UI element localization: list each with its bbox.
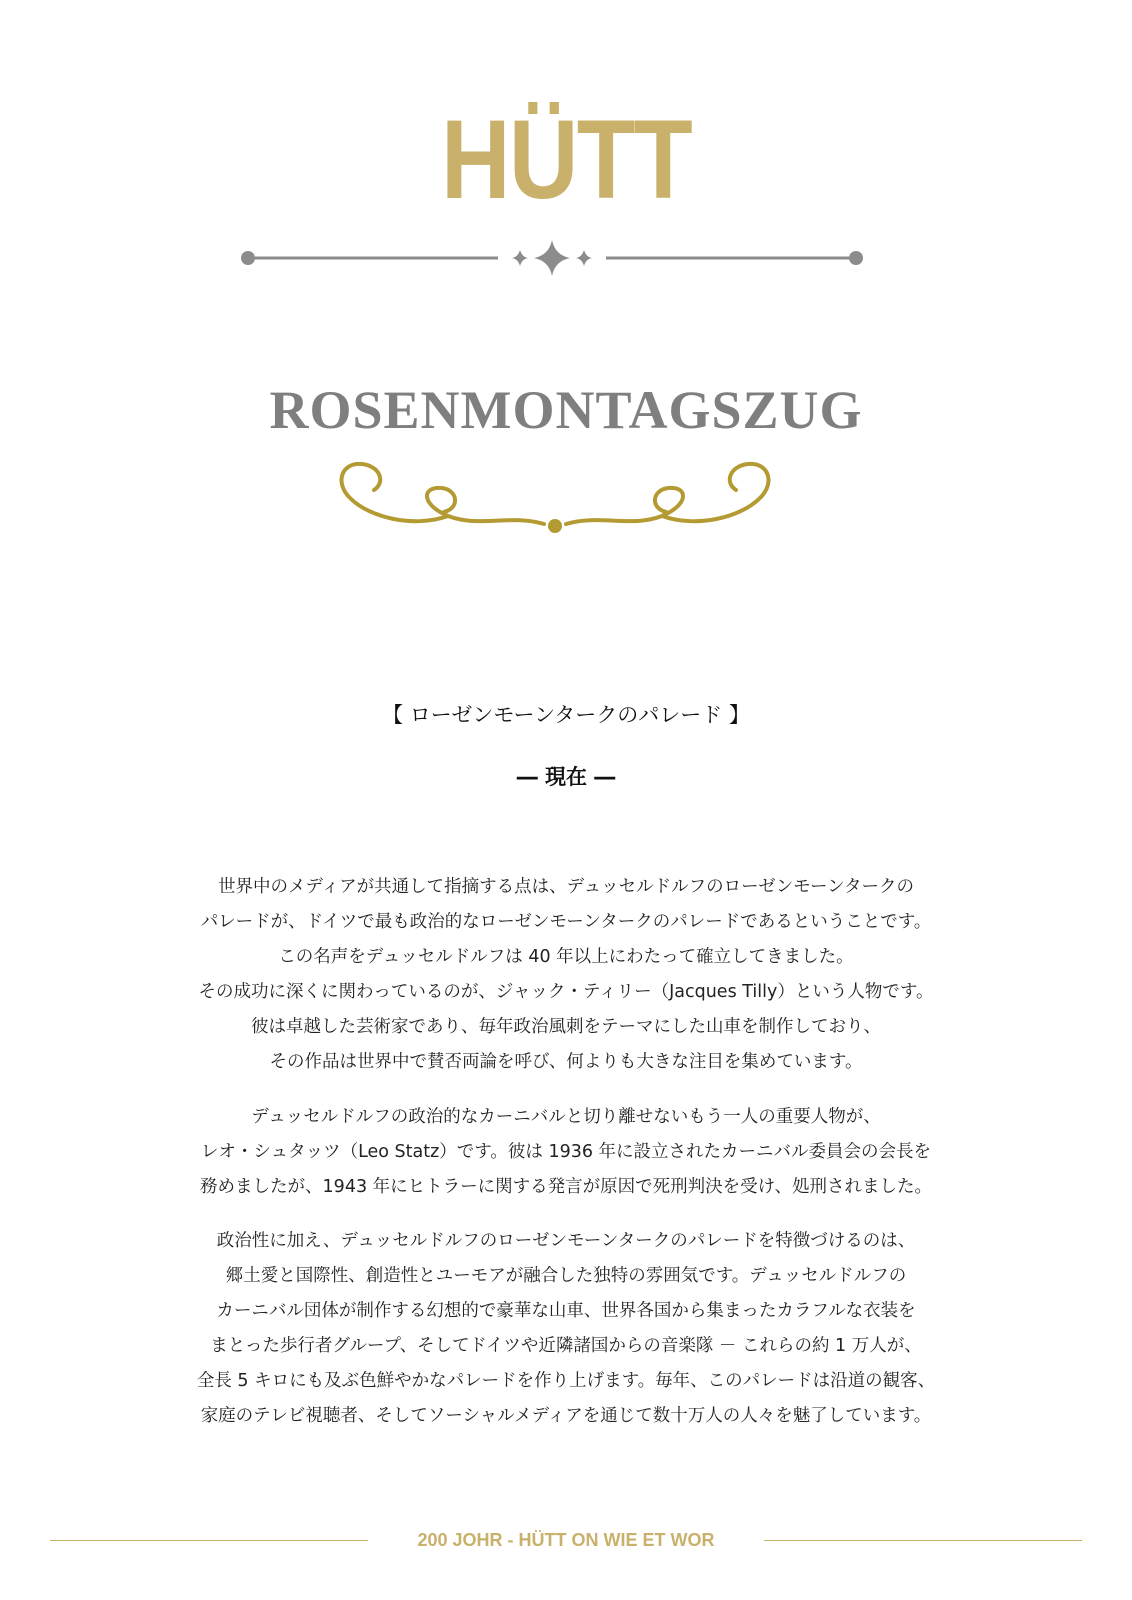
paragraph-line: 家庭のテレビ視聴者、そしてソーシャルメディアを通じて数十万人の人々を魅了しています。	[200, 1406, 932, 1426]
paragraph-line: 郷土愛と国際性、創造性とユーモアが融合した独特の雰囲気です。デュッセルドルフの	[225, 1266, 907, 1286]
paragraph-line: レオ・シュタッツ（Leo Statz）です。彼は 1936 年に設立されたカーニバル委員会の会長を	[200, 1142, 932, 1162]
page-title: ROSENMONTAGSZUG	[269, 380, 863, 440]
footer-rule-right	[764, 1540, 1082, 1541]
section-subtitle: 【 ローゼンモーンタークのパレード 】	[382, 703, 750, 727]
paragraph-3	[100, 1224, 1032, 1434]
paragraph-line: その作品は世界中で賛否両論を呼び、何よりも大きな注目を集めています。	[269, 1052, 863, 1072]
page-footer	[50, 1528, 1082, 1552]
footer-label: 200 JOHR - HÜTT ON WIE ET WOR	[417, 1530, 715, 1550]
paragraph-line: 務めましたが、1943 年にヒトラーに関する発言が原因で死刑判決を受け、処刑されました。	[200, 1177, 932, 1197]
scroll-flourish-icon	[330, 458, 780, 548]
footer-rule-left	[50, 1540, 368, 1541]
paragraph-1	[100, 870, 1032, 1080]
paragraph-line: この名声をデュッセルドルフは 40 年以上にわたって確立してきました。	[278, 947, 854, 967]
paragraph-line: 世界中のメディアが共通して指摘する点は、デュッセルドルフのローゼンモーンタークの	[218, 877, 914, 897]
hutt-logo: HÜTT	[441, 97, 691, 222]
paragraph-line: カーニバル団体が制作する幻想的で豪華な山車、世界各国から集まったカラフルな衣装を	[216, 1301, 916, 1321]
paragraph-line: デュッセルドルフの政治的なカーニバルと切り離せないもう一人の重要人物が、	[251, 1107, 881, 1127]
sparkle-divider-icon	[240, 240, 890, 280]
paragraph-line: パレードが、ドイツで最も政治的なローゼンモーンタークのパレードであるということです。	[200, 912, 932, 932]
paragraph-line: まとった歩行者グループ、そしてドイツや近隣諸国からの音楽隊 － これらの約 1 万人が、	[210, 1336, 922, 1356]
paragraph-2	[100, 1100, 1032, 1205]
section-subsubtitle: ― 現在 ―	[516, 765, 616, 789]
paragraph-line: 彼は卓越した芸術家であり、毎年政治風刺をテーマにした山車を制作しており、	[251, 1017, 881, 1037]
paragraph-line: 政治性に加え、デュッセルドルフのローゼンモーンタークのパレードを特徴づけるのは、	[216, 1231, 916, 1251]
paragraph-line: その成功に深くに関わっているのが、ジャック・ティリー（Jacques Tilly）という人物です。	[198, 982, 934, 1002]
paragraph-line: 全長 5 キロにも及ぶ色鮮やかなパレードを作り上げます。毎年、このパレードは沿道の観客、	[196, 1371, 936, 1391]
